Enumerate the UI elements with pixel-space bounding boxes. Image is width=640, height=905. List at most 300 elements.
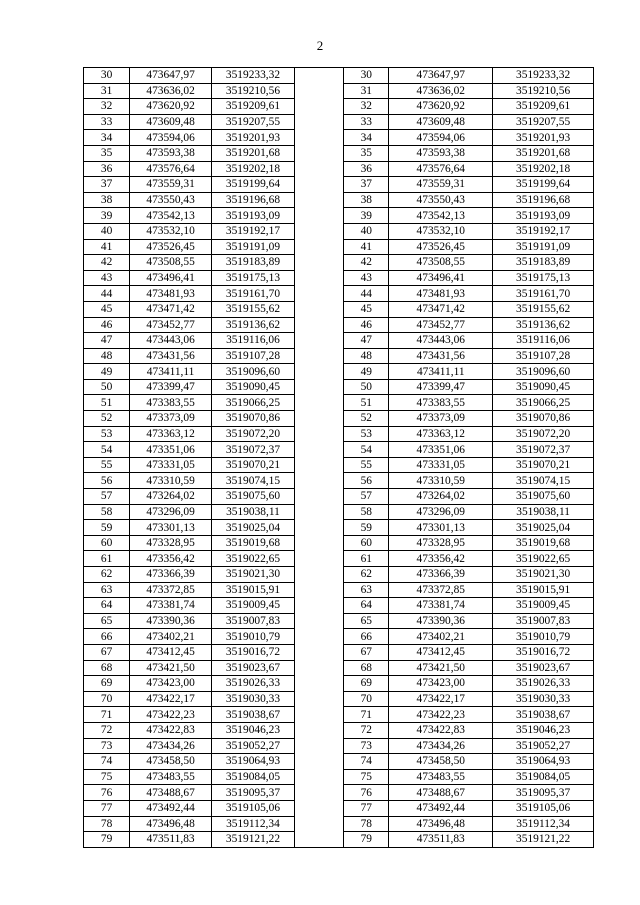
- column-gap: [294, 333, 343, 349]
- right-point-number: 65: [344, 613, 389, 629]
- right-y-coordinate: 3519022,65: [493, 551, 594, 567]
- left-point-number: 37: [84, 177, 130, 193]
- right-y-coordinate: 3519019,68: [493, 535, 594, 551]
- right-point-number: 35: [344, 145, 389, 161]
- table-row: [84, 598, 594, 614]
- left-y-coordinate: 3519193,09: [212, 208, 295, 224]
- right-y-coordinate: 3519175,13: [493, 270, 594, 286]
- column-gap: [294, 520, 343, 536]
- column-gap: [294, 489, 343, 505]
- column-gap: [294, 504, 343, 520]
- left-point-number: 63: [84, 582, 130, 598]
- table-row: [84, 317, 594, 333]
- right-point-number: 71: [344, 707, 389, 723]
- column-gap: [294, 130, 343, 146]
- right-y-coordinate: 3519066,25: [493, 395, 594, 411]
- right-y-coordinate: 3519202,18: [493, 161, 594, 177]
- left-point-number: 52: [84, 411, 130, 427]
- column-gap: [294, 239, 343, 255]
- right-x-coordinate: 473576,64: [389, 161, 493, 177]
- right-y-coordinate: 3519072,37: [493, 442, 594, 458]
- right-point-number: 61: [344, 551, 389, 567]
- right-x-coordinate: 473411,11: [389, 364, 493, 380]
- table-row: [84, 348, 594, 364]
- right-x-coordinate: 473363,12: [389, 426, 493, 442]
- left-point-number: 42: [84, 255, 130, 271]
- left-y-coordinate: 3519010,79: [212, 629, 295, 645]
- table-row: [84, 707, 594, 723]
- right-x-coordinate: 473422,23: [389, 707, 493, 723]
- right-x-coordinate: 473331,05: [389, 457, 493, 473]
- right-point-number: 36: [344, 161, 389, 177]
- left-x-coordinate: 473620,92: [130, 99, 212, 115]
- right-y-coordinate: 3519038,11: [493, 504, 594, 520]
- left-y-coordinate: 3519038,67: [212, 707, 295, 723]
- left-point-number: 40: [84, 223, 130, 239]
- table-row: [84, 395, 594, 411]
- left-point-number: 31: [84, 83, 130, 99]
- right-x-coordinate: 473550,43: [389, 192, 493, 208]
- table-row: [84, 192, 594, 208]
- right-x-coordinate: 473328,95: [389, 535, 493, 551]
- column-gap: [294, 754, 343, 770]
- right-point-number: 50: [344, 379, 389, 395]
- right-x-coordinate: 473390,36: [389, 613, 493, 629]
- right-point-number: 55: [344, 457, 389, 473]
- left-x-coordinate: 473310,59: [130, 473, 212, 489]
- table-row: [84, 567, 594, 583]
- column-gap: [294, 769, 343, 785]
- left-x-coordinate: 473296,09: [130, 504, 212, 520]
- coordinates-table-body: [84, 68, 594, 848]
- right-x-coordinate: 473609,48: [389, 114, 493, 130]
- right-x-coordinate: 473422,83: [389, 722, 493, 738]
- left-x-coordinate: 473492,44: [130, 800, 212, 816]
- left-y-coordinate: 3519112,34: [212, 816, 295, 832]
- left-y-coordinate: 3519191,09: [212, 239, 295, 255]
- right-point-number: 31: [344, 83, 389, 99]
- right-point-number: 69: [344, 676, 389, 692]
- left-point-number: 58: [84, 504, 130, 520]
- table-row: [84, 489, 594, 505]
- right-y-coordinate: 3519233,32: [493, 68, 594, 84]
- left-point-number: 70: [84, 691, 130, 707]
- left-point-number: 30: [84, 68, 130, 84]
- left-point-number: 66: [84, 629, 130, 645]
- right-x-coordinate: 473508,55: [389, 255, 493, 271]
- column-gap: [294, 177, 343, 193]
- left-y-coordinate: 3519025,04: [212, 520, 295, 536]
- table-row: [84, 644, 594, 660]
- right-y-coordinate: 3519072,20: [493, 426, 594, 442]
- left-y-coordinate: 3519201,68: [212, 145, 295, 161]
- right-x-coordinate: 473310,59: [389, 473, 493, 489]
- table-row: [84, 691, 594, 707]
- left-point-number: 50: [84, 379, 130, 395]
- right-x-coordinate: 473594,06: [389, 130, 493, 146]
- table-row: [84, 223, 594, 239]
- right-point-number: 66: [344, 629, 389, 645]
- right-y-coordinate: 3519210,56: [493, 83, 594, 99]
- left-point-number: 65: [84, 613, 130, 629]
- left-point-number: 68: [84, 660, 130, 676]
- right-y-coordinate: 3519121,22: [493, 832, 594, 848]
- right-y-coordinate: 3519023,67: [493, 660, 594, 676]
- column-gap: [294, 114, 343, 130]
- column-gap: [294, 161, 343, 177]
- left-x-coordinate: 473399,47: [130, 379, 212, 395]
- left-x-coordinate: 473576,64: [130, 161, 212, 177]
- right-point-number: 33: [344, 114, 389, 130]
- left-y-coordinate: 3519009,45: [212, 598, 295, 614]
- table-row: [84, 816, 594, 832]
- right-x-coordinate: 473488,67: [389, 785, 493, 801]
- left-x-coordinate: 473421,50: [130, 660, 212, 676]
- right-point-number: 72: [344, 722, 389, 738]
- right-x-coordinate: 473636,02: [389, 83, 493, 99]
- table-row: [84, 504, 594, 520]
- right-y-coordinate: 3519016,72: [493, 644, 594, 660]
- left-y-coordinate: 3519074,15: [212, 473, 295, 489]
- left-y-coordinate: 3519107,28: [212, 348, 295, 364]
- column-gap: [294, 145, 343, 161]
- column-gap: [294, 223, 343, 239]
- left-point-number: 54: [84, 442, 130, 458]
- right-point-number: 57: [344, 489, 389, 505]
- column-gap: [294, 348, 343, 364]
- right-point-number: 63: [344, 582, 389, 598]
- right-x-coordinate: 473483,55: [389, 769, 493, 785]
- column-gap: [294, 473, 343, 489]
- left-point-number: 34: [84, 130, 130, 146]
- table-row: [84, 551, 594, 567]
- right-x-coordinate: 473356,42: [389, 551, 493, 567]
- table-row: [84, 629, 594, 645]
- left-y-coordinate: 3519116,06: [212, 333, 295, 349]
- left-point-number: 49: [84, 364, 130, 380]
- left-x-coordinate: 473351,06: [130, 442, 212, 458]
- column-gap: [294, 800, 343, 816]
- right-y-coordinate: 3519090,45: [493, 379, 594, 395]
- table-row: [84, 800, 594, 816]
- table-row: [84, 114, 594, 130]
- column-gap: [294, 192, 343, 208]
- column-gap: [294, 785, 343, 801]
- left-y-coordinate: 3519196,68: [212, 192, 295, 208]
- left-point-number: 61: [84, 551, 130, 567]
- left-y-coordinate: 3519199,64: [212, 177, 295, 193]
- right-point-number: 62: [344, 567, 389, 583]
- right-x-coordinate: 473471,42: [389, 301, 493, 317]
- left-y-coordinate: 3519207,55: [212, 114, 295, 130]
- right-y-coordinate: 3519105,06: [493, 800, 594, 816]
- left-point-number: 59: [84, 520, 130, 536]
- column-gap: [294, 832, 343, 848]
- column-gap: [294, 567, 343, 583]
- left-y-coordinate: 3519026,33: [212, 676, 295, 692]
- left-x-coordinate: 473636,02: [130, 83, 212, 99]
- right-y-coordinate: 3519070,21: [493, 457, 594, 473]
- left-y-coordinate: 3519007,83: [212, 613, 295, 629]
- table-row: [84, 785, 594, 801]
- right-y-coordinate: 3519025,04: [493, 520, 594, 536]
- right-point-number: 43: [344, 270, 389, 286]
- left-x-coordinate: 473511,83: [130, 832, 212, 848]
- left-x-coordinate: 473264,02: [130, 489, 212, 505]
- column-gap: [294, 582, 343, 598]
- right-x-coordinate: 473458,50: [389, 754, 493, 770]
- right-y-coordinate: 3519199,64: [493, 177, 594, 193]
- column-gap: [294, 99, 343, 115]
- table-row: [84, 270, 594, 286]
- table-row: [84, 301, 594, 317]
- column-gap: [294, 707, 343, 723]
- right-x-coordinate: 473366,39: [389, 567, 493, 583]
- right-y-coordinate: 3519052,27: [493, 738, 594, 754]
- right-point-number: 68: [344, 660, 389, 676]
- left-y-coordinate: 3519192,17: [212, 223, 295, 239]
- table-row: [84, 613, 594, 629]
- left-y-coordinate: 3519233,32: [212, 68, 295, 84]
- right-y-coordinate: 3519136,62: [493, 317, 594, 333]
- left-y-coordinate: 3519210,56: [212, 83, 295, 99]
- right-point-number: 76: [344, 785, 389, 801]
- left-x-coordinate: 473647,97: [130, 68, 212, 84]
- table-row: [84, 177, 594, 193]
- right-point-number: 74: [344, 754, 389, 770]
- left-point-number: 75: [84, 769, 130, 785]
- right-point-number: 40: [344, 223, 389, 239]
- right-x-coordinate: 473421,50: [389, 660, 493, 676]
- left-y-coordinate: 3519070,21: [212, 457, 295, 473]
- column-gap: [294, 317, 343, 333]
- right-point-number: 70: [344, 691, 389, 707]
- left-x-coordinate: 473422,83: [130, 722, 212, 738]
- table-row: [84, 442, 594, 458]
- table-row: [84, 738, 594, 754]
- left-point-number: 60: [84, 535, 130, 551]
- right-y-coordinate: 3519026,33: [493, 676, 594, 692]
- right-y-coordinate: 3519015,91: [493, 582, 594, 598]
- right-point-number: 46: [344, 317, 389, 333]
- left-y-coordinate: 3519183,89: [212, 255, 295, 271]
- right-point-number: 58: [344, 504, 389, 520]
- column-gap: [294, 613, 343, 629]
- left-y-coordinate: 3519030,33: [212, 691, 295, 707]
- right-x-coordinate: 473296,09: [389, 504, 493, 520]
- column-gap: [294, 738, 343, 754]
- left-point-number: 73: [84, 738, 130, 754]
- table-row: [84, 83, 594, 99]
- left-x-coordinate: 473422,17: [130, 691, 212, 707]
- column-gap: [294, 83, 343, 99]
- table-row: [84, 161, 594, 177]
- right-x-coordinate: 473542,13: [389, 208, 493, 224]
- left-x-coordinate: 473508,55: [130, 255, 212, 271]
- right-y-coordinate: 3519112,34: [493, 816, 594, 832]
- left-point-number: 39: [84, 208, 130, 224]
- left-y-coordinate: 3519016,72: [212, 644, 295, 660]
- table-row: [84, 582, 594, 598]
- right-point-number: 30: [344, 68, 389, 84]
- right-x-coordinate: 473431,56: [389, 348, 493, 364]
- right-x-coordinate: 473511,83: [389, 832, 493, 848]
- right-y-coordinate: 3519107,28: [493, 348, 594, 364]
- left-point-number: 33: [84, 114, 130, 130]
- left-point-number: 35: [84, 145, 130, 161]
- left-y-coordinate: 3519096,60: [212, 364, 295, 380]
- right-point-number: 54: [344, 442, 389, 458]
- column-gap: [294, 68, 343, 84]
- table-row: [84, 660, 594, 676]
- left-x-coordinate: 473483,55: [130, 769, 212, 785]
- left-point-number: 62: [84, 567, 130, 583]
- right-point-number: 47: [344, 333, 389, 349]
- left-point-number: 78: [84, 816, 130, 832]
- table-row: [84, 68, 594, 84]
- left-y-coordinate: 3519046,23: [212, 722, 295, 738]
- left-y-coordinate: 3519121,22: [212, 832, 295, 848]
- right-point-number: 37: [344, 177, 389, 193]
- right-point-number: 52: [344, 411, 389, 427]
- column-gap: [294, 598, 343, 614]
- right-x-coordinate: 473264,02: [389, 489, 493, 505]
- left-x-coordinate: 473301,13: [130, 520, 212, 536]
- right-y-coordinate: 3519010,79: [493, 629, 594, 645]
- right-x-coordinate: 473372,85: [389, 582, 493, 598]
- left-point-number: 74: [84, 754, 130, 770]
- right-y-coordinate: 3519064,93: [493, 754, 594, 770]
- left-y-coordinate: 3519015,91: [212, 582, 295, 598]
- left-y-coordinate: 3519052,27: [212, 738, 295, 754]
- table-row: [84, 426, 594, 442]
- column-gap: [294, 286, 343, 302]
- left-point-number: 55: [84, 457, 130, 473]
- right-y-coordinate: 3519096,60: [493, 364, 594, 380]
- right-point-number: 67: [344, 644, 389, 660]
- right-x-coordinate: 473532,10: [389, 223, 493, 239]
- left-x-coordinate: 473381,74: [130, 598, 212, 614]
- right-y-coordinate: 3519084,05: [493, 769, 594, 785]
- left-x-coordinate: 473366,39: [130, 567, 212, 583]
- left-x-coordinate: 473373,09: [130, 411, 212, 427]
- right-y-coordinate: 3519095,37: [493, 785, 594, 801]
- left-y-coordinate: 3519201,93: [212, 130, 295, 146]
- right-y-coordinate: 3519021,30: [493, 567, 594, 583]
- right-y-coordinate: 3519038,67: [493, 707, 594, 723]
- right-x-coordinate: 473526,45: [389, 239, 493, 255]
- right-point-number: 78: [344, 816, 389, 832]
- right-y-coordinate: 3519116,06: [493, 333, 594, 349]
- left-point-number: 77: [84, 800, 130, 816]
- right-x-coordinate: 473496,48: [389, 816, 493, 832]
- column-gap: [294, 411, 343, 427]
- left-y-coordinate: 3519066,25: [212, 395, 295, 411]
- left-y-coordinate: 3519023,67: [212, 660, 295, 676]
- left-y-coordinate: 3519161,70: [212, 286, 295, 302]
- right-x-coordinate: 473301,13: [389, 520, 493, 536]
- column-gap: [294, 816, 343, 832]
- right-y-coordinate: 3519192,17: [493, 223, 594, 239]
- right-point-number: 53: [344, 426, 389, 442]
- left-y-coordinate: 3519202,18: [212, 161, 295, 177]
- table-row: [84, 832, 594, 848]
- left-y-coordinate: 3519038,11: [212, 504, 295, 520]
- left-point-number: 45: [84, 301, 130, 317]
- left-x-coordinate: 473434,26: [130, 738, 212, 754]
- left-x-coordinate: 473411,11: [130, 364, 212, 380]
- table-row: [84, 769, 594, 785]
- right-point-number: 49: [344, 364, 389, 380]
- column-gap: [294, 379, 343, 395]
- left-point-number: 41: [84, 239, 130, 255]
- right-y-coordinate: 3519201,93: [493, 130, 594, 146]
- table-row: [84, 364, 594, 380]
- right-x-coordinate: 473423,00: [389, 676, 493, 692]
- right-y-coordinate: 3519046,23: [493, 722, 594, 738]
- table-row: [84, 676, 594, 692]
- left-point-number: 76: [84, 785, 130, 801]
- right-x-coordinate: 473593,38: [389, 145, 493, 161]
- left-x-coordinate: 473356,42: [130, 551, 212, 567]
- right-point-number: 39: [344, 208, 389, 224]
- left-point-number: 56: [84, 473, 130, 489]
- left-x-coordinate: 473594,06: [130, 130, 212, 146]
- right-x-coordinate: 473373,09: [389, 411, 493, 427]
- right-point-number: 79: [344, 832, 389, 848]
- left-x-coordinate: 473496,41: [130, 270, 212, 286]
- column-gap: [294, 364, 343, 380]
- left-point-number: 79: [84, 832, 130, 848]
- right-x-coordinate: 473422,17: [389, 691, 493, 707]
- column-gap: [294, 660, 343, 676]
- right-point-number: 56: [344, 473, 389, 489]
- left-x-coordinate: 473383,55: [130, 395, 212, 411]
- right-point-number: 75: [344, 769, 389, 785]
- left-point-number: 48: [84, 348, 130, 364]
- right-x-coordinate: 473351,06: [389, 442, 493, 458]
- column-gap: [294, 644, 343, 660]
- table-row: [84, 379, 594, 395]
- left-point-number: 57: [84, 489, 130, 505]
- left-y-coordinate: 3519072,37: [212, 442, 295, 458]
- left-x-coordinate: 473328,95: [130, 535, 212, 551]
- right-point-number: 77: [344, 800, 389, 816]
- left-x-coordinate: 473372,85: [130, 582, 212, 598]
- right-point-number: 51: [344, 395, 389, 411]
- table-row: [84, 208, 594, 224]
- table-row: [84, 130, 594, 146]
- right-y-coordinate: 3519183,89: [493, 255, 594, 271]
- right-x-coordinate: 473559,31: [389, 177, 493, 193]
- right-x-coordinate: 473496,41: [389, 270, 493, 286]
- left-point-number: 53: [84, 426, 130, 442]
- left-point-number: 32: [84, 99, 130, 115]
- left-y-coordinate: 3519136,62: [212, 317, 295, 333]
- column-gap: [294, 676, 343, 692]
- right-point-number: 48: [344, 348, 389, 364]
- right-x-coordinate: 473434,26: [389, 738, 493, 754]
- left-y-coordinate: 3519072,20: [212, 426, 295, 442]
- right-y-coordinate: 3519009,45: [493, 598, 594, 614]
- column-gap: [294, 255, 343, 271]
- left-x-coordinate: 473412,45: [130, 644, 212, 660]
- right-y-coordinate: 3519070,86: [493, 411, 594, 427]
- left-y-coordinate: 3519209,61: [212, 99, 295, 115]
- column-gap: [294, 629, 343, 645]
- right-x-coordinate: 473443,06: [389, 333, 493, 349]
- right-x-coordinate: 473383,55: [389, 395, 493, 411]
